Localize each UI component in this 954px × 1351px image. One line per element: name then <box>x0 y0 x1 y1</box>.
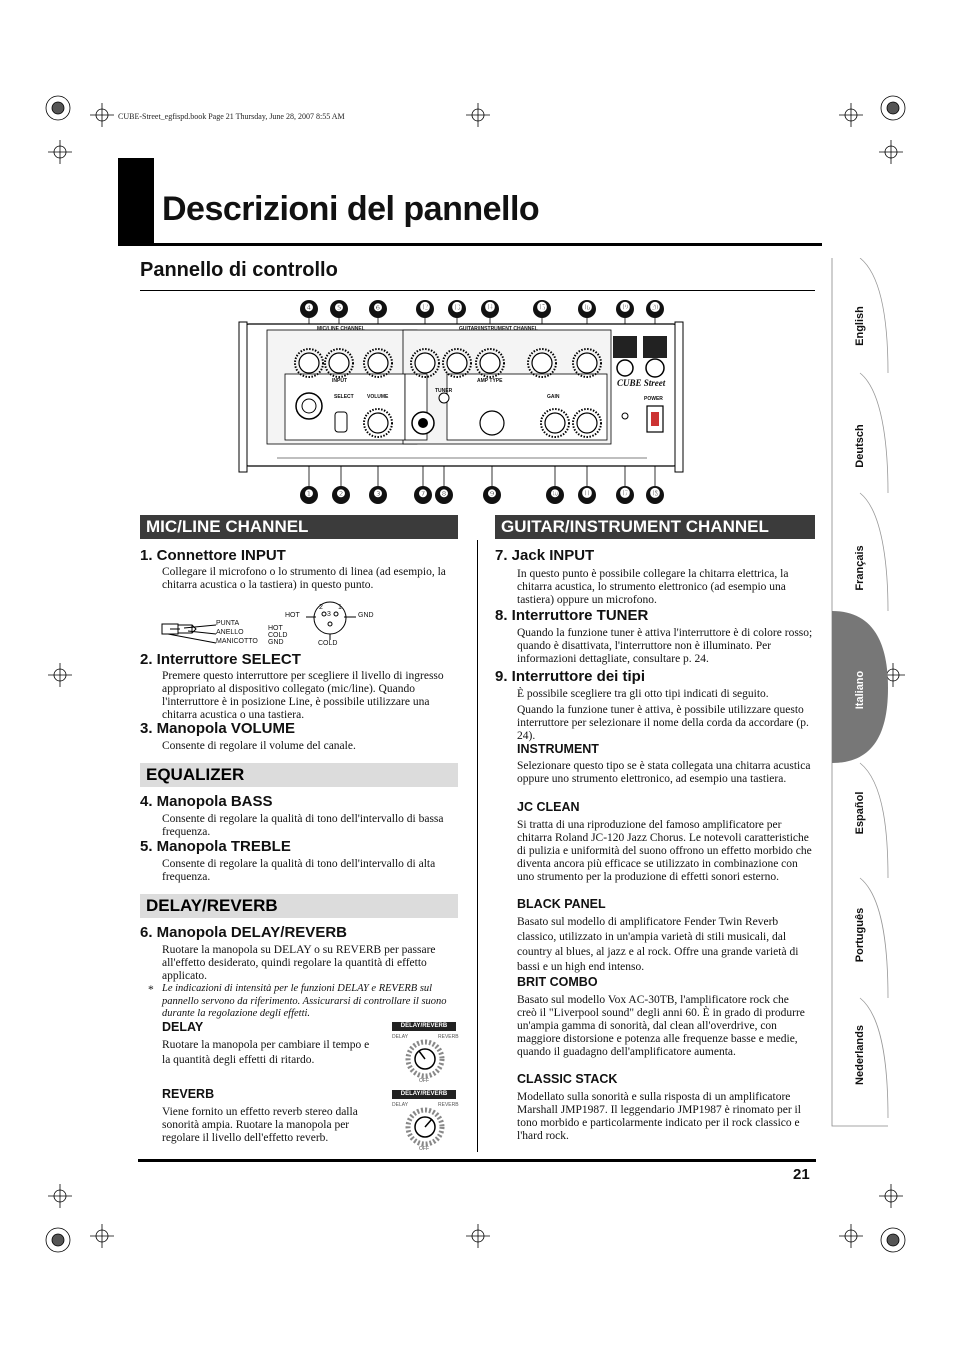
brit-combo-heading: BRIT COMBO <box>517 975 598 989</box>
reverb-knob-illustration <box>392 1090 458 1154</box>
jc-clean-heading: JC CLEAN <box>517 800 580 814</box>
reverb-knob-reverb: REVERB <box>438 1102 459 1108</box>
page-title: Descrizioni del pannello <box>162 190 540 228</box>
item-2-text: Premere questo interruttore per scegliere il livello di ingresso appropriato al dispositivo collegato (mic/line). Quando l'interruttore è in posizione Line, è possibile utilizzare una chitarra acustica o una tastiera. <box>162 670 444 721</box>
panel-tuner-label: TUNER <box>435 388 453 394</box>
item-6-title: 6. Manopola DELAY/REVERB <box>140 924 347 941</box>
delay-text: Ruotare la manopola per cambiare il tempo e la quantità degli effetti di ritardo. <box>162 1039 370 1066</box>
reverb-text: Viene fornito un effetto reverb stereo dalla sonorità ampia. Ruotare la manopola per regolare il livello dell'effetto reverb. <box>162 1106 358 1144</box>
tab-nederlands[interactable] <box>832 995 887 1115</box>
tab-italiano-label: Italiano <box>853 670 866 710</box>
panel-callout-top: ⓮ <box>481 300 499 318</box>
item-7-title: 7. Jack INPUT <box>495 547 595 564</box>
panel-callout-top: ⓰ <box>578 300 596 318</box>
panel-callout-bottom: ⓱ <box>616 486 634 504</box>
panel-callout-top: ⓬ <box>416 300 434 318</box>
panel-amp-label: AMP TYPE <box>477 378 503 384</box>
file-header: CUBE-Street_egfispd.book Page 21 Thursday, June 28, 2007 8:55 AM <box>118 112 345 121</box>
item-5-title: 5. Manopola TREBLE <box>140 838 291 855</box>
panel-callout-bottom: ❷ <box>332 486 350 504</box>
brit-combo-text: Basato sul modello Vox AC-30TB, l'amplificatore rock che creò il "Liverpool sound" degli anni 60. È in grado di produrre un'ampia gamma di sonorità, dal clean all'overdrive, con maggiore distorsione e potenza alle frequenze basse e medie, quando il guadagno dell'amplificatore aumenta. <box>517 994 805 1058</box>
subtitle-rule <box>140 290 815 291</box>
connector-diagram <box>158 598 458 650</box>
item-1-title: 1. Connettore INPUT <box>140 547 286 564</box>
diagram-pin-2: 2 <box>319 604 323 611</box>
connector-diagram-svg <box>158 598 458 650</box>
panel-callout-bottom: ❿ <box>546 486 564 504</box>
item-8-text: Quando la funzione tuner è attiva l'interruttore è di colore rosso; quando è disattivata, l'interruttore non è illuminato. Per informazioni dettagliate, consultare p. 24. <box>517 627 813 665</box>
diagram-hot: HOT <box>285 612 300 619</box>
item-9-text-2: Quando la funzione tuner è attiva, è possibile utilizzare questo interruttore per selezionare il nome della corda da accordare (p. 24). <box>517 704 809 742</box>
diagram-punta: PUNTA <box>216 620 240 627</box>
delay-knob-illustration <box>392 1022 458 1086</box>
panel-mic-line-label: MIC/LINE CHANNEL <box>317 326 365 332</box>
panel-callout-bottom: ⓲ <box>646 486 664 504</box>
panel-callout-top: ⓳ <box>616 300 634 318</box>
item-8-title: 8. Interruttore TUNER <box>495 607 649 624</box>
classic-stack-text: Modellato sulla sonorità e sulla risposta di un amplificatore Marshall JMP1987. Il leggendario JMP1987 è rinomato per il tono morbido e particolarmente indicato per il rock classico e l'hard rock. <box>517 1091 801 1142</box>
panel-volume-label: VOLUME <box>367 394 389 400</box>
item-4-text: Consente di regolare la qualità di tono dell'intervallo di bassa frequenza. <box>162 813 444 838</box>
item-6-text: Ruotare la manopola su DELAY o su REVERB per passare all'effetto desiderato, quindi regolare la quantità di effetto applicato. <box>162 944 436 982</box>
tab-deutsch-label: Deutsch <box>853 423 866 468</box>
diagram-cold: COLD <box>318 640 338 647</box>
diagram-pin-1: 1 <box>338 604 342 611</box>
tab-english[interactable] <box>832 268 887 383</box>
delay-reverb-heading: DELAY/REVERB <box>140 894 458 918</box>
tab-francais-label: Français <box>853 545 866 591</box>
panel-input-label: INPUT <box>332 378 347 384</box>
diagram-hot2: HOT <box>268 625 283 632</box>
panel-guitar-label: GUITAR/INSTRUMENT CHANNEL <box>459 326 538 332</box>
panel-callout-top: ⓴ <box>646 300 664 318</box>
delay-knob-off: OFF <box>419 1078 429 1084</box>
note-asterisk: * <box>148 984 154 996</box>
page-number: 21 <box>793 1166 810 1183</box>
tab-deutsch[interactable] <box>832 388 887 503</box>
diagram-cold2: COLD <box>268 632 288 639</box>
title-bar-block <box>118 158 154 246</box>
panel-callout-bottom: ❸ <box>369 486 387 504</box>
panel-callout-bottom: ❽ <box>435 486 453 504</box>
panel-callout-bottom: ❾ <box>483 486 501 504</box>
panel-callout-bottom: ❼ <box>414 486 432 504</box>
panel-callout-bottom: ⓫ <box>578 486 596 504</box>
item-1-text: Collegare il microfono o lo strumento di linea (ad esempio, la chitarra acustica o la tastiera) in questo punto. <box>162 566 446 591</box>
panel-callout-top: ⓯ <box>533 300 551 318</box>
panel-select-label: SELECT <box>334 394 354 400</box>
reverb-knob-delay: DELAY <box>392 1102 409 1108</box>
black-panel-heading: BLACK PANEL <box>517 897 606 911</box>
control-panel-illustration <box>237 298 685 508</box>
panel-logo: CUBE Street <box>617 378 666 388</box>
bottom-rule <box>138 1159 816 1162</box>
delay-knob-reverb: REVERB <box>438 1034 459 1040</box>
tab-francais[interactable] <box>832 508 887 628</box>
tab-espanol-label: Español <box>853 791 866 834</box>
equalizer-heading: EQUALIZER <box>140 763 458 787</box>
panel-callout-top: ❹ <box>300 300 318 318</box>
item-3-title: 3. Manopola VOLUME <box>140 720 296 737</box>
instrument-text: Selezionare questo tipo se è stata collegata una chitarra acustica oppure uno strumento elettronico, ad esempio una tastiera. <box>517 760 811 785</box>
delay-knob-delay: DELAY <box>392 1034 409 1040</box>
diagram-manicotto: MANICOTTO <box>216 638 258 645</box>
column-divider <box>477 540 478 1152</box>
note-text: Le indicazioni di intensità per le funzioni DELAY e REVERB sul pannello servono da riferimento. Assicurarsi di controllare il suono durante la regolazione degli effetti. <box>162 983 447 1019</box>
tab-espanol[interactable] <box>832 755 887 870</box>
panel-gain-label: GAIN <box>547 394 560 400</box>
tab-english-label: English <box>853 305 866 346</box>
item-9-title: 9. Interruttore dei tipi <box>495 668 646 685</box>
guitar-channel-heading: GUITAR/INSTRUMENT CHANNEL <box>495 515 815 539</box>
classic-stack-heading: CLASSIC STACK <box>517 1072 618 1086</box>
black-panel-text: Basato sul modello di amplificatore Fender Twin Reverb classico, utilizzato in un'ampia varietà di stili musicali, dal country al blues, al jazz e al rock. Offre una grande varietà di bassi e un high end intenso. <box>517 916 799 973</box>
panel-callout-top: ⓭ <box>448 300 466 318</box>
item-5-text: Consente di regolare la qualità di tono dell'intervallo di alta frequenza. <box>162 858 436 883</box>
item-4-title: 4. Manopola BASS <box>140 793 273 810</box>
panel-callout-top: ❺ <box>330 300 348 318</box>
panel-callout-bottom: ❶ <box>300 486 318 504</box>
diagram-pin-3: 3 <box>327 611 331 618</box>
item-7-text: In questo punto è possibile collegare la chitarra elettrica, la chitarra acustica, lo strumento elettronico (ad esempio una tastiera) oppure un microfono. <box>517 568 789 606</box>
item-3-text: Consente di regolare il volume del canale. <box>162 740 356 752</box>
item-2-title: 2. Interruttore SELECT <box>140 651 301 668</box>
reverb-knob-off: OFF <box>419 1146 429 1152</box>
section-subtitle: Pannello di controllo <box>140 259 338 281</box>
reverb-heading: REVERB <box>162 1087 215 1101</box>
tab-italiano[interactable] <box>832 630 887 750</box>
diagram-anello: ANELLO <box>216 629 244 636</box>
tab-portugues[interactable] <box>832 875 887 995</box>
mic-line-channel-heading: MIC/LINE CHANNEL <box>140 515 458 539</box>
panel-callout-top: ❻ <box>369 300 387 318</box>
jc-clean-text: Si tratta di una riproduzione del famoso amplificatore per chitarra Roland JC-120 Jazz Chorus. Le notevoli caratteristiche di pulizia e uniformità del suono offrono un effetto morbido che diventa ancora più efficace se utilizzato in combinazione con uno strumento per la produzione di effetti sonori esterno. <box>517 819 812 883</box>
diagram-gnd: GND <box>358 612 374 619</box>
diagram-gnd2: GND <box>268 639 284 646</box>
reverb-knob-title: DELAY/REVERB <box>392 1090 456 1099</box>
delay-knob-title: DELAY/REVERB <box>392 1022 456 1031</box>
item-9-text-1: È possibile scegliere tra gli otto tipi indicati di seguito. <box>517 688 769 700</box>
panel-power-label: POWER <box>644 396 663 402</box>
title-rule <box>154 243 822 246</box>
tab-portugues-label: Português <box>853 907 866 963</box>
instrument-heading: INSTRUMENT <box>517 742 599 756</box>
tab-nederlands-label: Nederlands <box>853 1025 866 1085</box>
delay-heading: DELAY <box>162 1020 204 1034</box>
